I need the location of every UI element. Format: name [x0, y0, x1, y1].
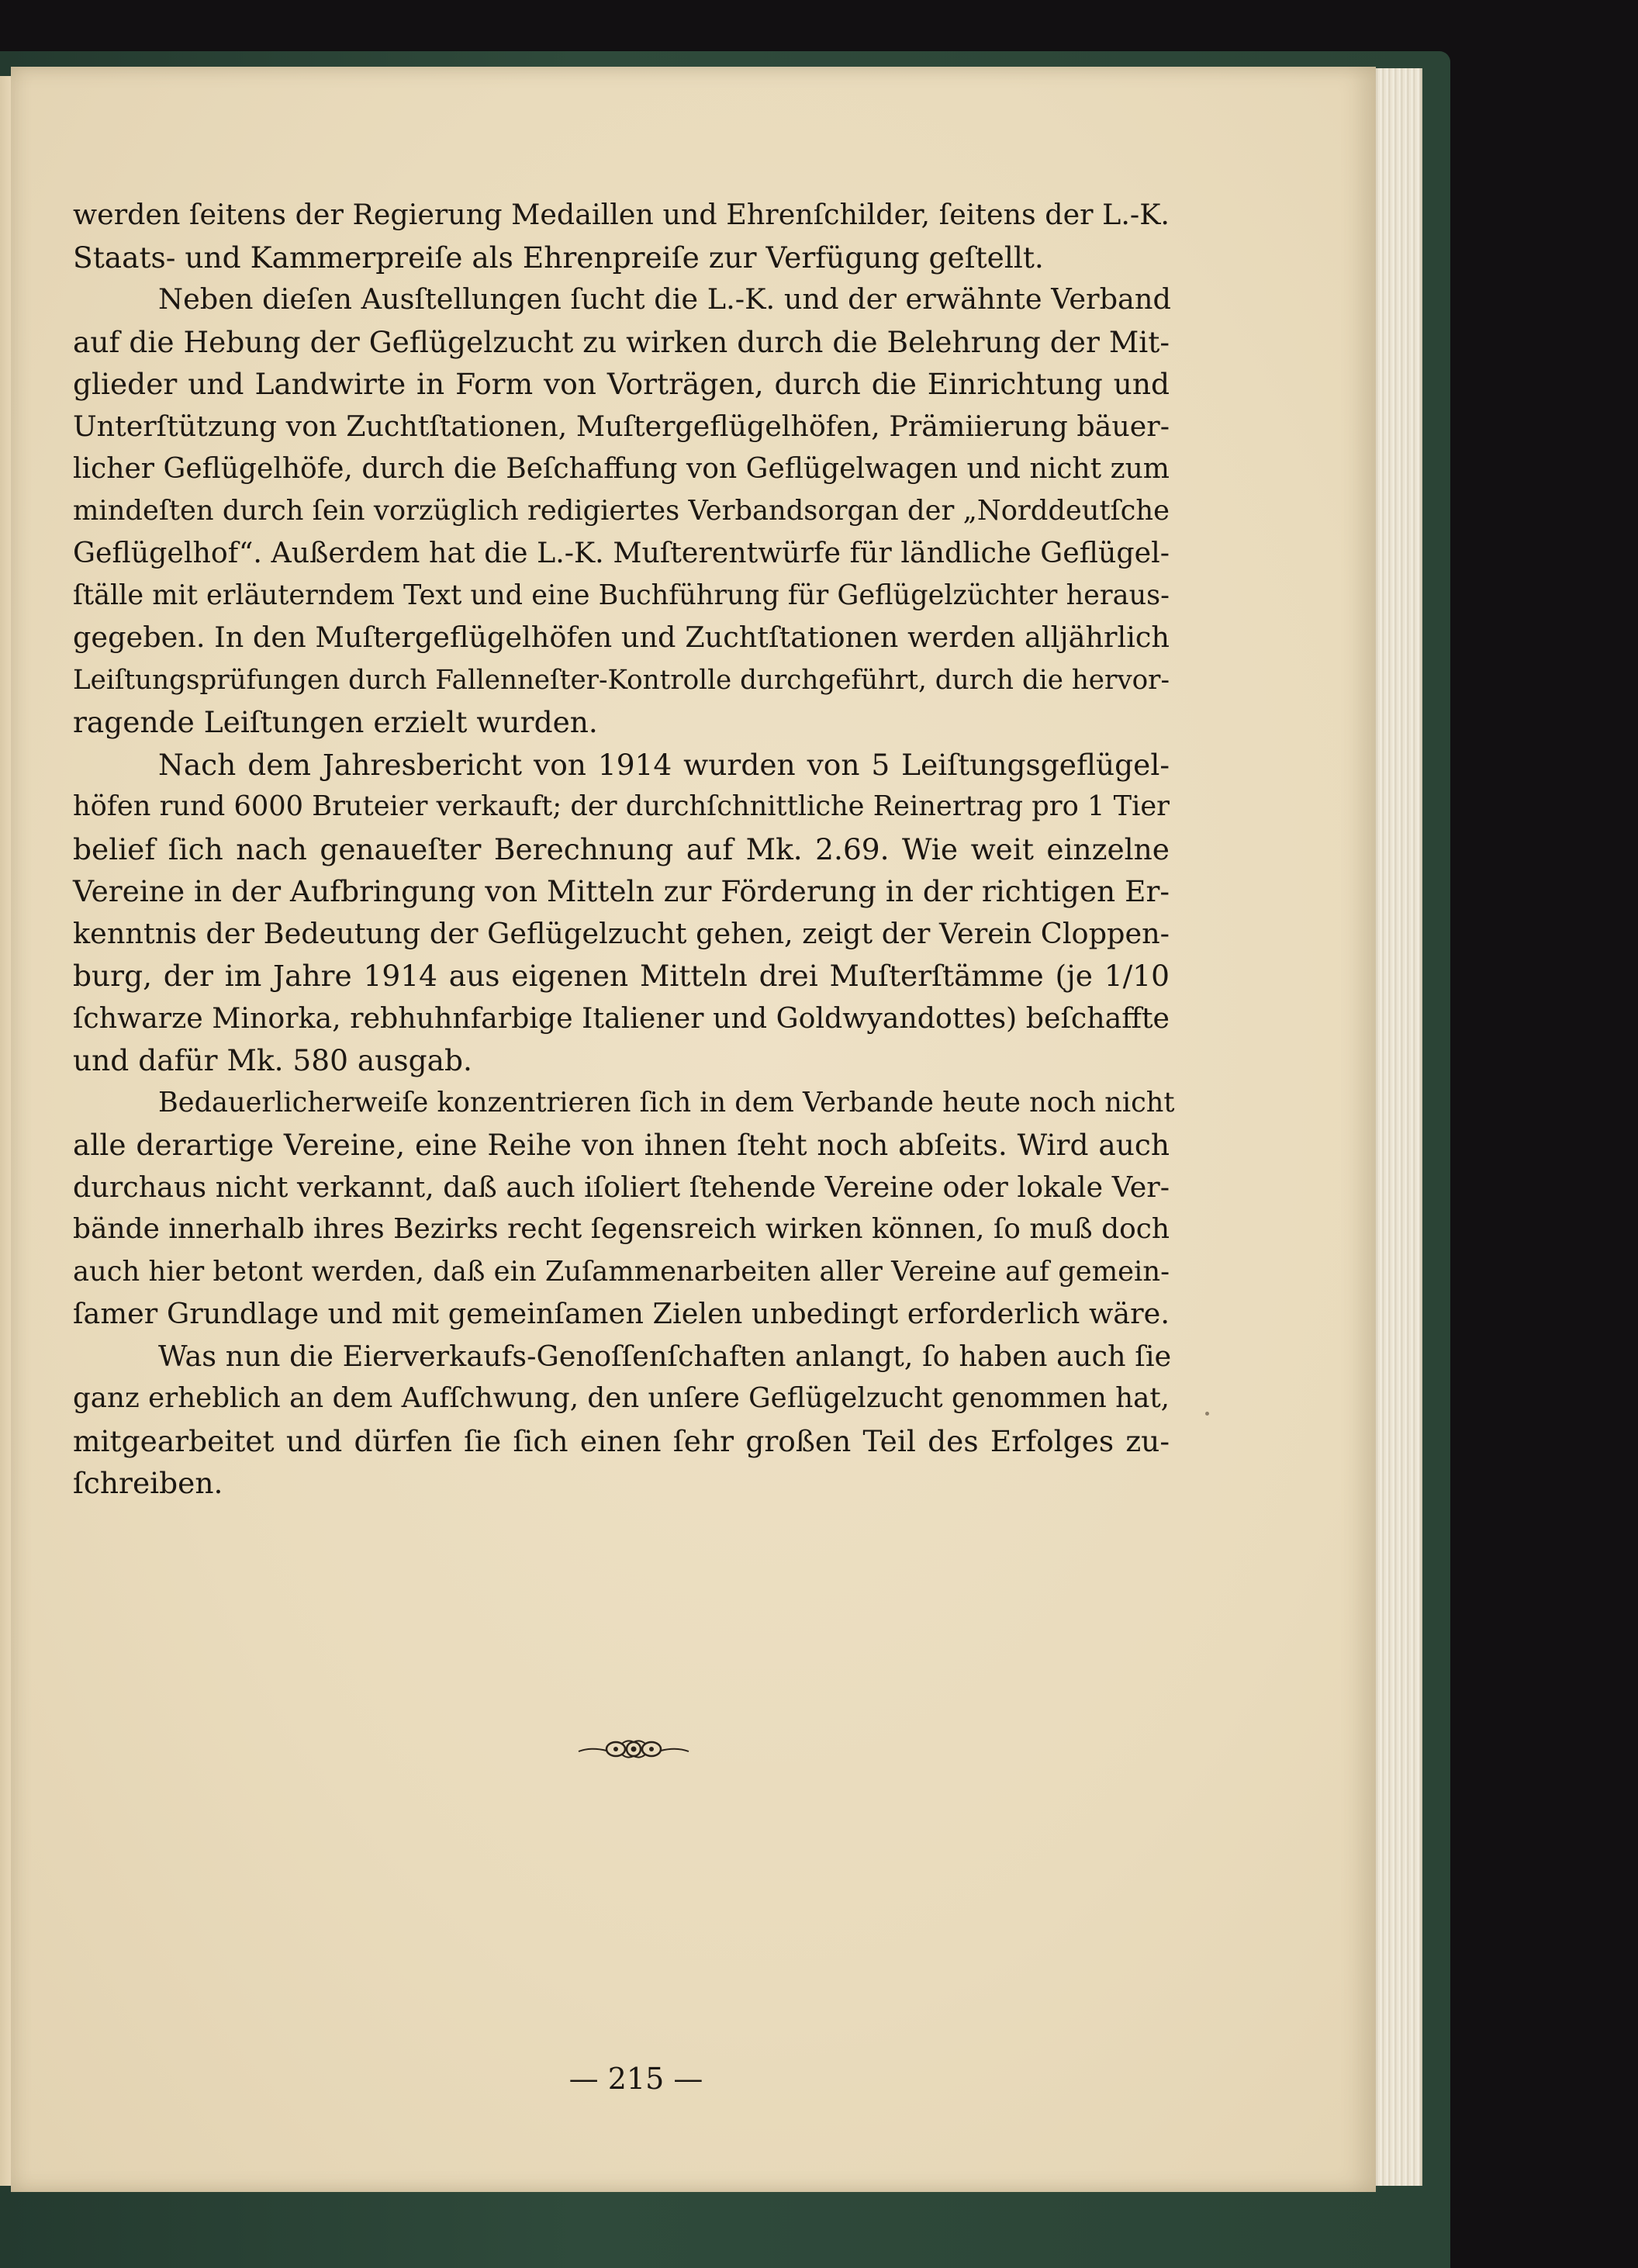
- text-line: gegeben. In den Muſtergeflügelhöfen und Zuchtſtationen werden alljährlich: [73, 621, 1170, 654]
- text-line: mindeſten durch ſein vorzüglich redigiertes Verbandsorgan der „Norddeutſche: [73, 494, 1170, 527]
- text-line: Staats- und Kammerpreiſe als Ehrenpreiſe zur Verfügung geſtellt.: [73, 240, 1044, 275]
- text-line: Unterſtützung von Zuchtſtationen, Muſtergeflügelhöfen, Prämiierung bäuer-: [73, 409, 1170, 443]
- text-line: Nach dem Jahresbericht von 1914 wurden von 5 Leiſtungsgeflügel-: [158, 747, 1170, 782]
- margin-speck: [1205, 1412, 1209, 1416]
- page-edges: [1373, 68, 1422, 2186]
- text-line: durchaus nicht verkannt, daß auch iſoliert ſtehende Vereine oder lokale Ver-: [73, 1170, 1170, 1204]
- page-number: — 215 —: [568, 2062, 703, 2096]
- text-line: burg, der im Jahre 1914 aus eigenen Mitteln drei Muſterſtämme (je 1/10: [73, 959, 1170, 993]
- text-line: auf die Hebung der Geflügelzucht zu wirken durch die Belehrung der Mit-: [73, 324, 1170, 359]
- text-line: ſchreiben.: [73, 1466, 223, 1500]
- floral-ornament-icon: [575, 1736, 692, 1762]
- text-line: belief ſich nach genaueſter Berechnung auf Mk. 2.69. Wie weit einzelne: [73, 831, 1170, 866]
- paragraph: [73, 278, 1170, 744]
- body-text: [73, 194, 1175, 1505]
- text-line: licher Geflügelhöfe, durch die Beſchaffung von Geflügelwagen und nicht zum: [73, 452, 1170, 485]
- text-line: Bedauerlicherweiſe konzentrieren ſich in dem Verbande heute noch nicht: [158, 1086, 1175, 1118]
- text-line: mitgearbeitet und dürfen ſie ſich einen ſehr großen Teil des Erfolges zu-: [73, 1423, 1170, 1458]
- text-line: ſamer Grundlage und mit gemeinſamen Zielen unbedingt erforderlich wäre.: [73, 1297, 1170, 1330]
- text-line: werden ſeitens der Regierung Medaillen und Ehrenſchilder, ſeitens der L.-K.: [73, 198, 1170, 231]
- text-line: glieder und Landwirte in Form von Vorträgen, durch die Einrichtung und: [73, 367, 1170, 401]
- text-line: Vereine in der Aufbringung von Mitteln zur Förderung in der richtigen Er-: [73, 874, 1170, 908]
- text-line: ragende Leiſtungen erzielt wurden.: [73, 705, 598, 739]
- text-line: bände innerhalb ihres Bezirks recht ſegensreich wirken können, ſo muß doch: [73, 1213, 1170, 1245]
- text-line: höfen rund 6000 Bruteier verkauft; der durchſchnittliche Reinertrag pro 1 Tier: [73, 790, 1170, 822]
- paragraph: [73, 194, 1170, 278]
- text-line: Was nun die Eierverkaufs-Genoſſenſchaften anlangt, ſo haben auch ſie: [158, 1339, 1172, 1373]
- text-line: ganz erheblich an dem Aufſchwung, den unſere Geflügelzucht genommen hat,: [73, 1382, 1170, 1414]
- text-line: kenntnis der Bedeutung der Geflügelzucht gehen, zeigt der Verein Cloppen-: [73, 916, 1170, 950]
- facing-page-edge: [0, 76, 11, 2186]
- paragraph: [73, 1336, 1170, 1505]
- paragraph: [73, 1082, 1175, 1336]
- text-line: auch hier betont werden, daß ein Zuſammenarbeiten aller Vereine auf gemein-: [73, 1255, 1170, 1288]
- text-line: und dafür Mk. 580 ausgab.: [73, 1043, 472, 1077]
- paragraph: [73, 744, 1170, 1082]
- text-line: ſtälle mit erläuterndem Text und eine Buchführung für Geflügelzüchter heraus-: [73, 579, 1170, 611]
- text-line: Leiſtungsprüfungen durch Fallenneſter-Kontrolle durchgeführt, durch die hervor-: [73, 664, 1170, 696]
- text-line: alle derartige Vereine, eine Reihe von ihnen ſteht noch abſeits. Wird auch: [73, 1128, 1170, 1162]
- text-line: ſchwarze Minorka, rebhuhnfarbige Italiener und Goldwyandottes) beſchaffte: [73, 1001, 1170, 1035]
- text-line: Neben dieſen Ausſtellungen ſucht die L.-K. und der erwähnte Verband: [158, 282, 1171, 316]
- text-line: Geflügelhof“. Außerdem hat die L.-K. Muſterentwürfe für ländliche Geflügel-: [73, 536, 1170, 569]
